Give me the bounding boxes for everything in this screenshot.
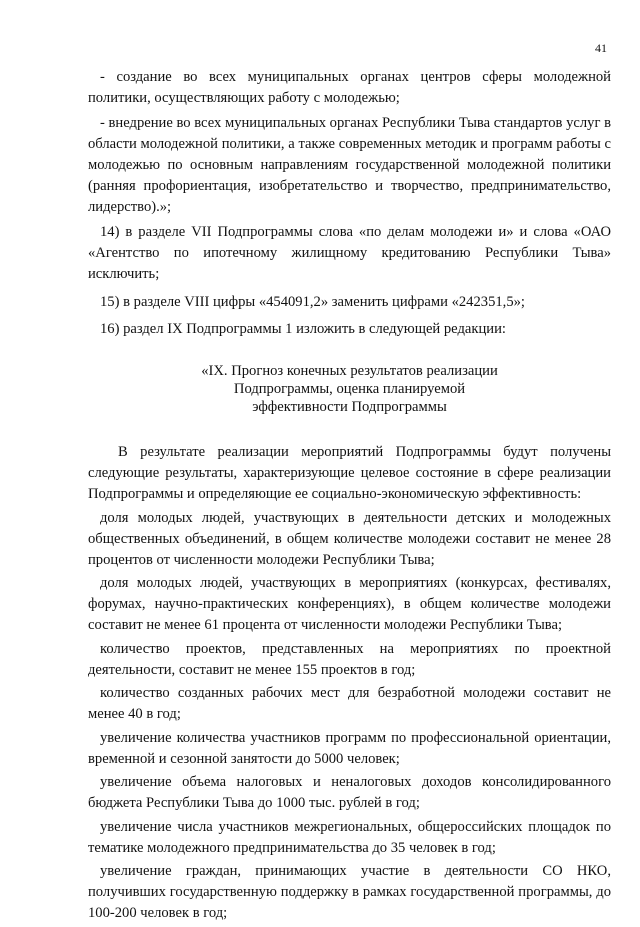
page-number: 41 — [595, 41, 607, 55]
intro-paragraph: В результате реализации мероприятий Подпрограммы будут получены следующие результаты, характеризующие целевое состояние в сфере реализации Подпрограммы и определяющие ее социально-экономическую эффективность: — [88, 444, 611, 502]
section-heading-line: «IX. Прогноз конечных результатов реализации — [201, 363, 498, 379]
result-item: увеличение числа участников межрегиональных, общероссийских площадок по тематике молодежного предпринимательства до 35 человек в год; — [88, 818, 611, 856]
section-heading-line: эффективности Подпрограммы — [252, 399, 447, 415]
paragraph-youth-centers: - создание во всех муниципальных органах центров сферы молодежной политики, осуществляющих работу с молодежью; — [88, 69, 611, 106]
result-item: количество созданных рабочих мест для безработной молодежи составит не менее 40 в год; — [88, 685, 611, 722]
section-heading-line: Подпрограммы, оценка планируемой — [233, 381, 466, 397]
paragraph-service-standards: - внедрение во всех муниципальных органах Республики Тыва стандартов услуг в области молодежной политики, а также современных методик и программ работы с молодежью по основным направлениям государственной молодежной политики (ранняя профориентация, изобретательство и творчество, предпринимательство, лидерство).»; — [88, 115, 611, 215]
document-body — [88, 67, 611, 927]
result-item: доля молодых людей, участвующих в мероприятиях (конкурсах, фестивалях, форумах, научно-практических конференциях), в общем количестве молодежи составит не менее 61 процента от численности молодежи Республики Тыва; — [88, 575, 611, 633]
result-item: увеличение граждан, принимающих участие в деятельности СО НКО, получивших государственную поддержку в рамках государственной программы, до 100-200 человек в год; — [88, 863, 611, 921]
amendment-item-14: 14) в разделе VII Подпрограммы слова «по делам молодежи и» и слова «ОАО «Агентство по ипотечному жилищному кредитованию Республики Тыва» исключить; — [88, 224, 611, 282]
result-item: доля молодых людей, участвующих в деятельности детских и молодежных общественных объединений, в общем количестве молодежи составит не менее 28 процентов от численности молодежи Республики Тыва; — [88, 509, 611, 568]
amendment-item-15: 15) в разделе VIII цифры «454091,2» заменить цифрами «242351,5»; — [100, 293, 525, 310]
result-item: увеличение объема налоговых и неналоговых доходов консолидированного бюджета Республики Тыва до 1000 тыс. рублей в год; — [88, 774, 611, 811]
amendment-item-16: 16) раздел IX Подпрограммы 1 изложить в следующей редакции: — [100, 321, 506, 337]
result-item: количество проектов, представленных на мероприятиях по проектной деятельности, составит не менее 155 проектов в год; — [88, 640, 611, 678]
result-item: увеличение количества участников программ по профессиональной ориентации, временной и сезонной занятости до 5000 человек; — [88, 729, 611, 767]
section-heading — [88, 362, 611, 416]
